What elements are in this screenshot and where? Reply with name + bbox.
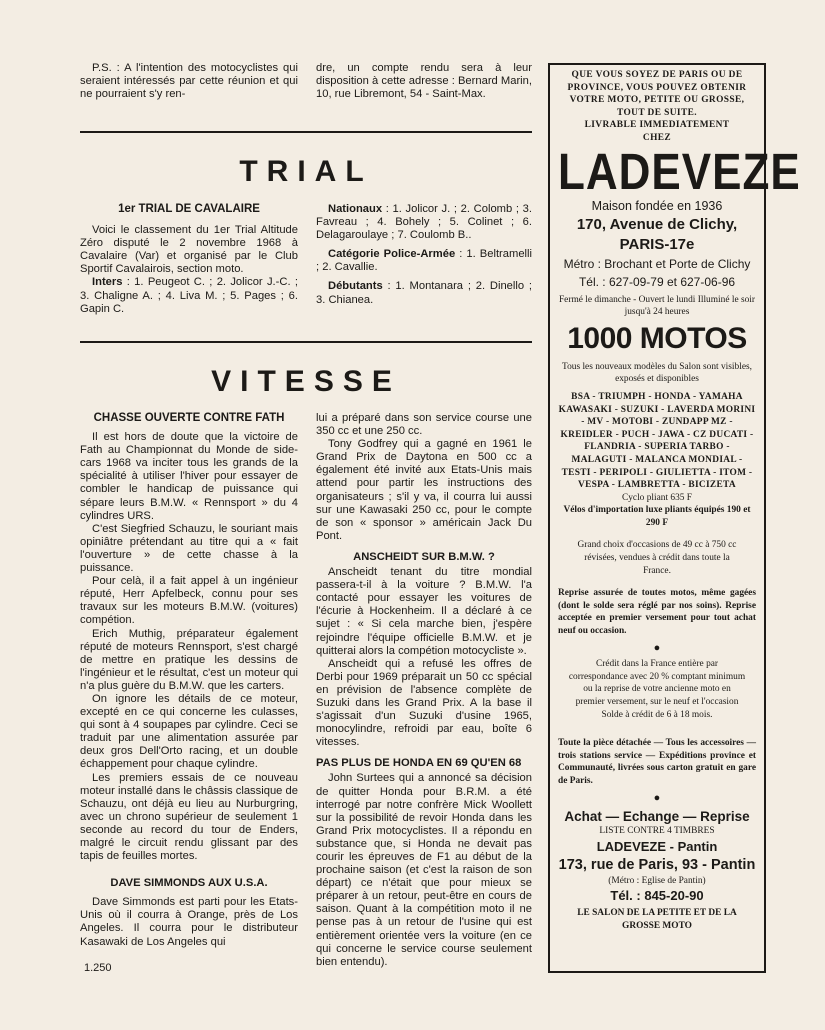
ad-livrable: LIVRABLE IMMEDIATEMENT [584, 120, 730, 131]
article-paragraph: Les premiers essais de ce nouveau moteur installé dans le châssis classique de Schauzu, ont déjà eu lieu au Nurburgring, avec un chrono supérieur de seulement 1 seconde au record du tour de Enders, malgré le circuit rendu glissant par des tapis de feuilles mortes. [80, 771, 298, 863]
vitesse-right-column [316, 412, 532, 969]
divider [80, 341, 532, 343]
divider [80, 131, 532, 133]
inters-label: Inters [92, 276, 123, 289]
ad-metro: Métro : Brochant et Porte de Clichy [563, 256, 751, 271]
ad-achat: Achat — Echange — Reprise [564, 809, 750, 825]
trial-left-column [80, 203, 298, 316]
ad-credit: Crédit dans la France entière par correspondance avec 20 % comptant minimum ou la reprise de votre ancienne moto en premier versement, sur le neuf et l'occasion Solde à crédit de 6 à 18 mois. [568, 659, 746, 720]
ps-text-left: P.S. : A l'intention des motocyclistes qui seraient intéressés par cette réunion et qui ne pourraient s'y ren- [80, 62, 298, 101]
ad-occasions: Grand choix d'occasions de 49 cc à 750 cc révisées, vendues à crédit dans toute la France. [577, 540, 737, 576]
nationaux-results: : 1. Jolicor J. ; 2. Colomb ; 3. Favreau ; 4. Bohely ; 5. Colinet ; 6. Delagaroulaye ; 7. Coulomb B.. [316, 203, 532, 242]
trial-right-column [316, 203, 532, 307]
article-paragraph: Anscheidt tenant du titre mondial passera-t-il à la voiture ? B.M.W. l'a contacté pour essayer les voitures de l'écurie à Hockenheim. Il a déclaré à ce sujet : « Si cela marche bien, j'espère rejoindre l'équipe officielle B.M.W. et je quitterai alors la compétion motocycliste ». [316, 566, 532, 657]
ad-intro: QUE VOUS SOYEZ DE PARIS OU DE PROVINCE, VOUS POUVEZ OBTENIR VOTRE MOTO, PETITE OU GROSSE, TOUT DE SUITE. [567, 70, 747, 118]
ad-pantin-telephone: Tél. : 845-20-90 [610, 888, 704, 904]
inters-results: : 1. Peugeot C. ; 2. Jolicor J.-C. ; 3. Chaligne A. ; 4. Liva M. ; 5. Pages ; 6. Gapin C. [80, 276, 298, 315]
ladeveze-advertisement [548, 63, 801, 973]
debutants-results: : 1. Montanara ; 2. Dinello ; 3. Chianea. [316, 280, 532, 306]
ps-right-column [316, 62, 532, 101]
ad-pantin: LADEVEZE - Pantin [596, 838, 718, 854]
dave-heading: DAVE SIMMONDS AUX U.S.A. [110, 877, 268, 890]
ad-telephone: Tél. : 627-09-79 et 627-06-96 [578, 274, 736, 289]
debutants-label: Débutants [328, 280, 383, 293]
bullet-icon: ● [653, 641, 661, 654]
article-paragraph: Dave Simmonds est parti pour les Etats-Unis où il courra à Orange, près de Los Angeles. Il courra pour le distributeur Kasawaki de Los Angeles qui [80, 896, 298, 948]
ad-founded: Maison fondée en 1936 [591, 198, 723, 213]
article-paragraph: lui a préparé dans son service course une 350 cc et une 250 cc. [316, 412, 532, 438]
trial-intro: Voici le classement du 1er Trial Altitude Zéro disputé le 2 novembre 1968 à Cavalaire (Var) et organisé par le Club Sportif Cavalairois, section moto. [80, 224, 298, 276]
vitesse-heading: VITESSE [211, 365, 401, 398]
chasse-heading: CHASSE OUVERTE CONTRE FATH [93, 412, 285, 424]
article-paragraph: On ignore les détails de ce moteur, excepté en ce qui concerne les culasses, qui sont à 4 soupapes par cylindre. Ceci se traduit par une alimentation assurée par deux gros Dell'Orto racing, et un double échappement pour chaque cylindre. [80, 692, 298, 771]
article-paragraph: Tony Godfrey qui a gagné en 1961 le Grand Prix de Daytona en 500 cc a également été invité aux Etats-Unis mais attend pour partir les instructions des organisateurs ; s'il y va, il courra lui aussi sur une Kawasaki 250 cc, pour le compte de son « sponsor » américain Jack Du Pont. [316, 438, 532, 542]
article-paragraph: C'est Siegfried Schauzu, le souriant mais opiniâtre prétendant au titre qui a « fait l'ouverture » de cette chasse à la puissance. [80, 522, 298, 575]
ad-velos: Vélos d'importation luxe pliants équipés 190 et 290 F [563, 505, 751, 528]
ad-chez: CHEZ [642, 132, 672, 143]
article-paragraph: John Surtees qui a annoncé sa décision de quitter Honda pour B.R.M. a été interrogé par notre confrère Mick Woollett sur la possibilité de revoir Honda dans les Grand Prix motocyclistes. Il a répondu en substance que, si Honda ne devait pas courir les épreuves de F1 au début de la prochaine saison (et c'est la raison de son départ) ce n'était que pour mieux se préparer à un retour, peut-être en cours de saison. Quant à la compétition moto il ne pense pas à un retour de l'usine qui est entièrement orientée vers la voiture (en ce qui concerne le service course seulement bien entendu). [316, 772, 532, 968]
police-label: Catégorie Police-Armée [328, 248, 456, 261]
trial-heading: TRIAL [239, 155, 373, 188]
police-results: : 1. Beltramelli ; 2. Cavallie. [316, 248, 532, 274]
article-paragraph: Erich Muthig, préparateur également réputé de moteurs Rennsport, s'est chargé de mettre en pratique les dessins de l'ingénieur et le résultat, c'est un moteur qui n'a plus guère du B.M.W. que les carters. [80, 627, 298, 692]
vitesse-left-column [80, 412, 298, 949]
ad-salon: LE SALON DE LA PETITE ET DE LA GROSSE MOTO [577, 908, 737, 931]
page-number: 1.250 [84, 962, 112, 974]
ps-left-column [80, 62, 298, 101]
ad-pantin-address: 173, rue de Paris, 93 - Pantin [558, 856, 756, 873]
ad-1000-motos: 1000 MOTOS [567, 321, 747, 355]
ad-pantin-metro: (Métro : Eglise de Pantin) [608, 875, 706, 886]
ps-text-right: dre, un compte rendu sera à leur disposition à cette adresse : Bernard Marin, 10, rue Libremont, 54 - Saint-Max. [316, 62, 532, 101]
article-paragraph: Il est hors de doute que la victoire de Fath au Championnat du Monde de side-cars 1968 va inciter tous les grands de la spécialité à utiliser l'hiver pour essayer de combler le handicap de puissance qui sépare leurs B.M.W. « Rennsport » du 4 cylindres URS. [80, 431, 298, 522]
nationaux-label: Nationaux [328, 203, 383, 215]
article-paragraph: Anscheidt qui a refusé les offres de Derbi pour 1969 préparait un 50 cc spécial en prévision de l'absence complète de Suzuki dans les Grand Prix. A la base il s'agissait d'un Suzuki d'usine 1965, monocylindre, refroidi par eau, boîte 6 vitesses. [316, 657, 532, 749]
ad-address: 170, Avenue de Clichy, PARIS-17e [576, 215, 738, 253]
honda-heading: PAS PLUS DE HONDA EN 69 QU'EN 68 [316, 757, 522, 770]
ad-hours: Fermé le dimanche - Ouvert le lundi Illuminé le soir jusqu'à 24 heures [558, 294, 756, 318]
anscheidt-heading: ANSCHEIDT SUR B.M.W. ? [353, 550, 495, 563]
ad-reprise: Reprise assurée de toutes motos, même gagées (dont le solde sera réglé par nos soins). Reprise acceptée en premier versement pour tout achat neuf ou occasion. [558, 588, 756, 637]
ad-models: Tous les nouveaux modèles du Salon sont visibles, exposés et disponibles [562, 361, 752, 385]
ad-liste: LISTE CONTRE 4 TIMBRES [599, 826, 715, 837]
ad-cyclo: Cyclo pliant 635 F [621, 492, 693, 503]
trial-subtitle: 1er TRIAL DE CAVALAIRE [118, 203, 260, 215]
bullet-icon: ● [653, 791, 661, 804]
ad-brand-list: BSA - TRIUMPH - HONDA - YAMAHA KAWASAKI - SUZUKI - LAVERDA MORINI - MV - MOTOBI - ZUNDAPP MZ - KREIDLER - PUCH - JAWA - CZ DUCATI - FLANDRIA - SUPERIA TARBO - MALAGUTI - MALANCA MONDIAL - TESTI - PERIPOLI - GIULIETTA - ITOM - VESPA - LAMBRETTA - BICIZETA [558, 391, 756, 491]
ad-brand: LADEVEZE [558, 143, 801, 201]
ad-pieces: Toute la pièce détachée — Tous les accessoires — trois stations service — Expéditions province et Communauté, livrées sous carton gratuit en gare de Paris. [558, 738, 756, 786]
article-paragraph: Pour celà, il a fait appel à un ingénieur réputé, Herr Apfelbeck, connu pour ses travaux sur les moteurs B.M.W. (voitures) compétion. [80, 575, 298, 627]
